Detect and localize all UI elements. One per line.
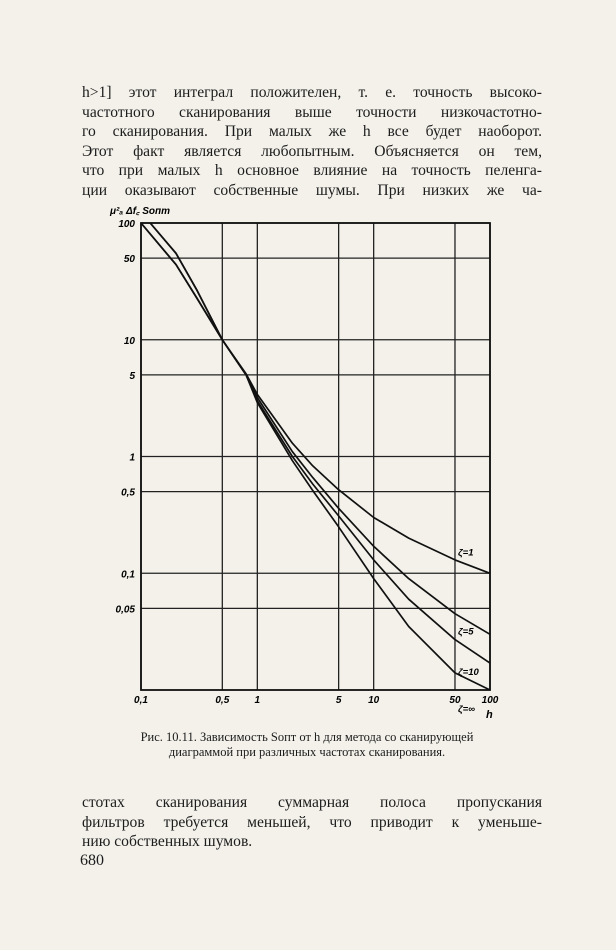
y-tick-label: 0,5	[121, 487, 135, 499]
text-line: ции оказывают собственные шумы. При низких же ча-	[82, 181, 542, 199]
y-tick-label: 50	[123, 254, 135, 266]
x-tick-labels	[134, 695, 499, 706]
x-tick-label: 10	[368, 695, 380, 706]
x-tick-label: 50	[449, 695, 461, 706]
y-tick-labels	[116, 219, 136, 615]
text-line: Этот факт является любопытным. Объясняется он тем,	[82, 142, 542, 160]
y-tick-label: 0,1	[121, 569, 135, 581]
text-line: что при малых h основное влияние на точность пеленга-	[82, 162, 542, 179]
series-label: ζ=∞	[458, 704, 475, 715]
figure-caption: Рис. 10.11. Зависимость Sопт от h для метода со сканирующей диаграммой при различных частотах сканирования.	[140, 730, 474, 759]
series-label: ζ=5	[458, 626, 474, 638]
y-tick-label: 100	[118, 219, 135, 230]
text-line: h>1] этот интеграл положителен, т. е. точность высоко-	[82, 84, 542, 101]
x-tick-label: 0,1	[134, 695, 148, 706]
text-line: го сканирования. При малых же h все будет наоборот.	[82, 123, 542, 140]
text-line: частотного сканирования выше точности низкочастотно-	[82, 103, 542, 121]
y-tick-label: 0,05	[115, 604, 135, 616]
body-text-bottom	[82, 793, 542, 852]
y-tick-label: 1	[129, 452, 135, 464]
text-line: фильтров требуется меньшей, что приводит к уменьше-	[82, 813, 542, 831]
x-tick-label: 5	[335, 695, 342, 706]
chart	[0, 190, 616, 730]
series-line	[150, 223, 490, 573]
x-tick-label: 0,5	[215, 695, 230, 706]
y-tick-label: 5	[129, 370, 135, 382]
series-label: ζ=10	[458, 667, 479, 679]
x-tick-label: 100	[481, 695, 499, 706]
y-tick-label: 10	[123, 335, 135, 347]
text-line: нию собственных шумов.	[82, 833, 253, 850]
page-number: 680	[80, 852, 104, 869]
x-tick-label: 1	[254, 695, 261, 706]
body-text-top	[82, 83, 542, 200]
series-line	[141, 223, 490, 663]
text-line: стотах сканирования суммарная полоса пропускания	[82, 794, 542, 811]
series-label: ζ=1	[458, 547, 474, 559]
y-axis-label: μ²ₐ Δf꜀ Sопт	[110, 206, 171, 217]
x-axis-label: h	[486, 709, 493, 721]
